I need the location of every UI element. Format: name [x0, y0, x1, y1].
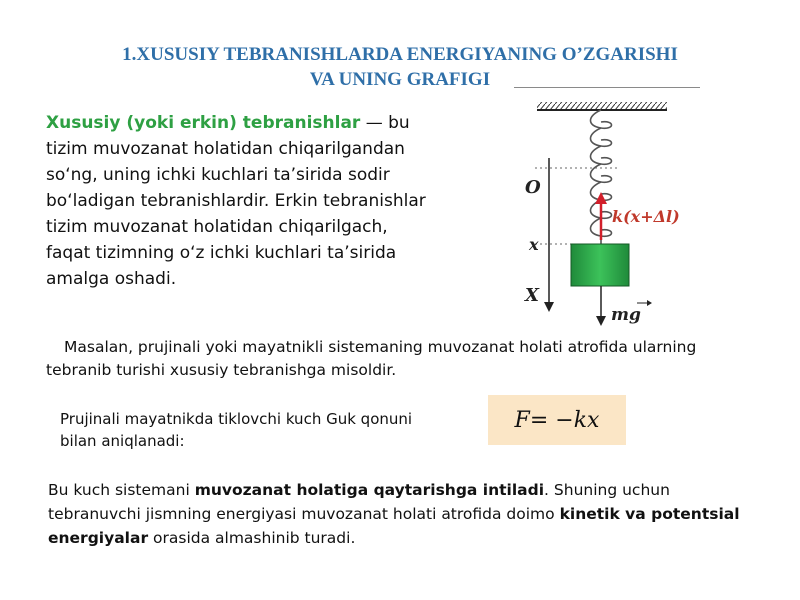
example-paragraph [46, 336, 746, 382]
intro-term: Xususiy (yoki erkin) tebranishlar [46, 113, 361, 133]
label-gravity-force: mg [611, 305, 641, 325]
conclusion-part-1: Bu kuch sistemani [48, 481, 195, 499]
formula-lhs: F [514, 407, 530, 433]
label-x: x [529, 235, 539, 254]
title-underline [514, 87, 700, 88]
conclusion-part-2: . Shuning uchun tebranuvchi jismning energiyasi muvozanat holati atrofida doimo [48, 481, 670, 523]
conclusion-bold-2: kinetik va potentsial energiyalar [48, 505, 740, 547]
spring-pendulum-figure [515, 98, 715, 330]
title-line-1: 1.XUSUSIY TEBRANISHLARDA ENERGIYANING O’ZGARISHI [122, 44, 678, 65]
x-axis-arrowhead [544, 302, 554, 312]
spring-diagram [515, 98, 715, 330]
hooke-law-text: Prujinali mayatnikda tiklovchi kuch Guk qonuni bilan aniqlanadi: [60, 410, 413, 450]
label-spring-force: k(x+Δl) [612, 207, 680, 226]
example-text: Masalan, prujinali yoki mayatnikli sistemaning muvozanat holati atrofida ularning tebranib turishi xususiy tebranishga misoldir. [46, 338, 697, 379]
ceiling-hatch [537, 102, 667, 110]
hooke-formula [488, 395, 626, 445]
conclusion-paragraph [48, 478, 758, 550]
intro-text: — bu tizim muvozanat holatidan chiqarilgandan so‘ng, uning ichki kuchlari ta’sirida sodir bo‘ladigan tebranishlardir. Erkin tebranishlar tizim muvozanat holatidan chiqarilgach, faqat tizimning o‘z ichki kuchlari ta’sirida amalga oshadi. [46, 113, 426, 289]
slide-title [40, 42, 760, 92]
title-line-2: VA UNING GRAFIGI [309, 69, 491, 90]
formula-eq: = − [529, 407, 574, 433]
gravity-arrowhead [596, 316, 606, 326]
conclusion-bold-1: muvozanat holatiga qaytarishga intiladi [194, 481, 545, 499]
label-o: O [525, 177, 541, 198]
conclusion-part-3: orasida almashinib turadi. [148, 529, 356, 547]
vector-arrowhead [647, 300, 652, 306]
label-big-x: X [525, 285, 539, 306]
formula-rhs: kx [573, 407, 600, 433]
mass-block [571, 244, 629, 286]
intro-paragraph [46, 110, 436, 292]
